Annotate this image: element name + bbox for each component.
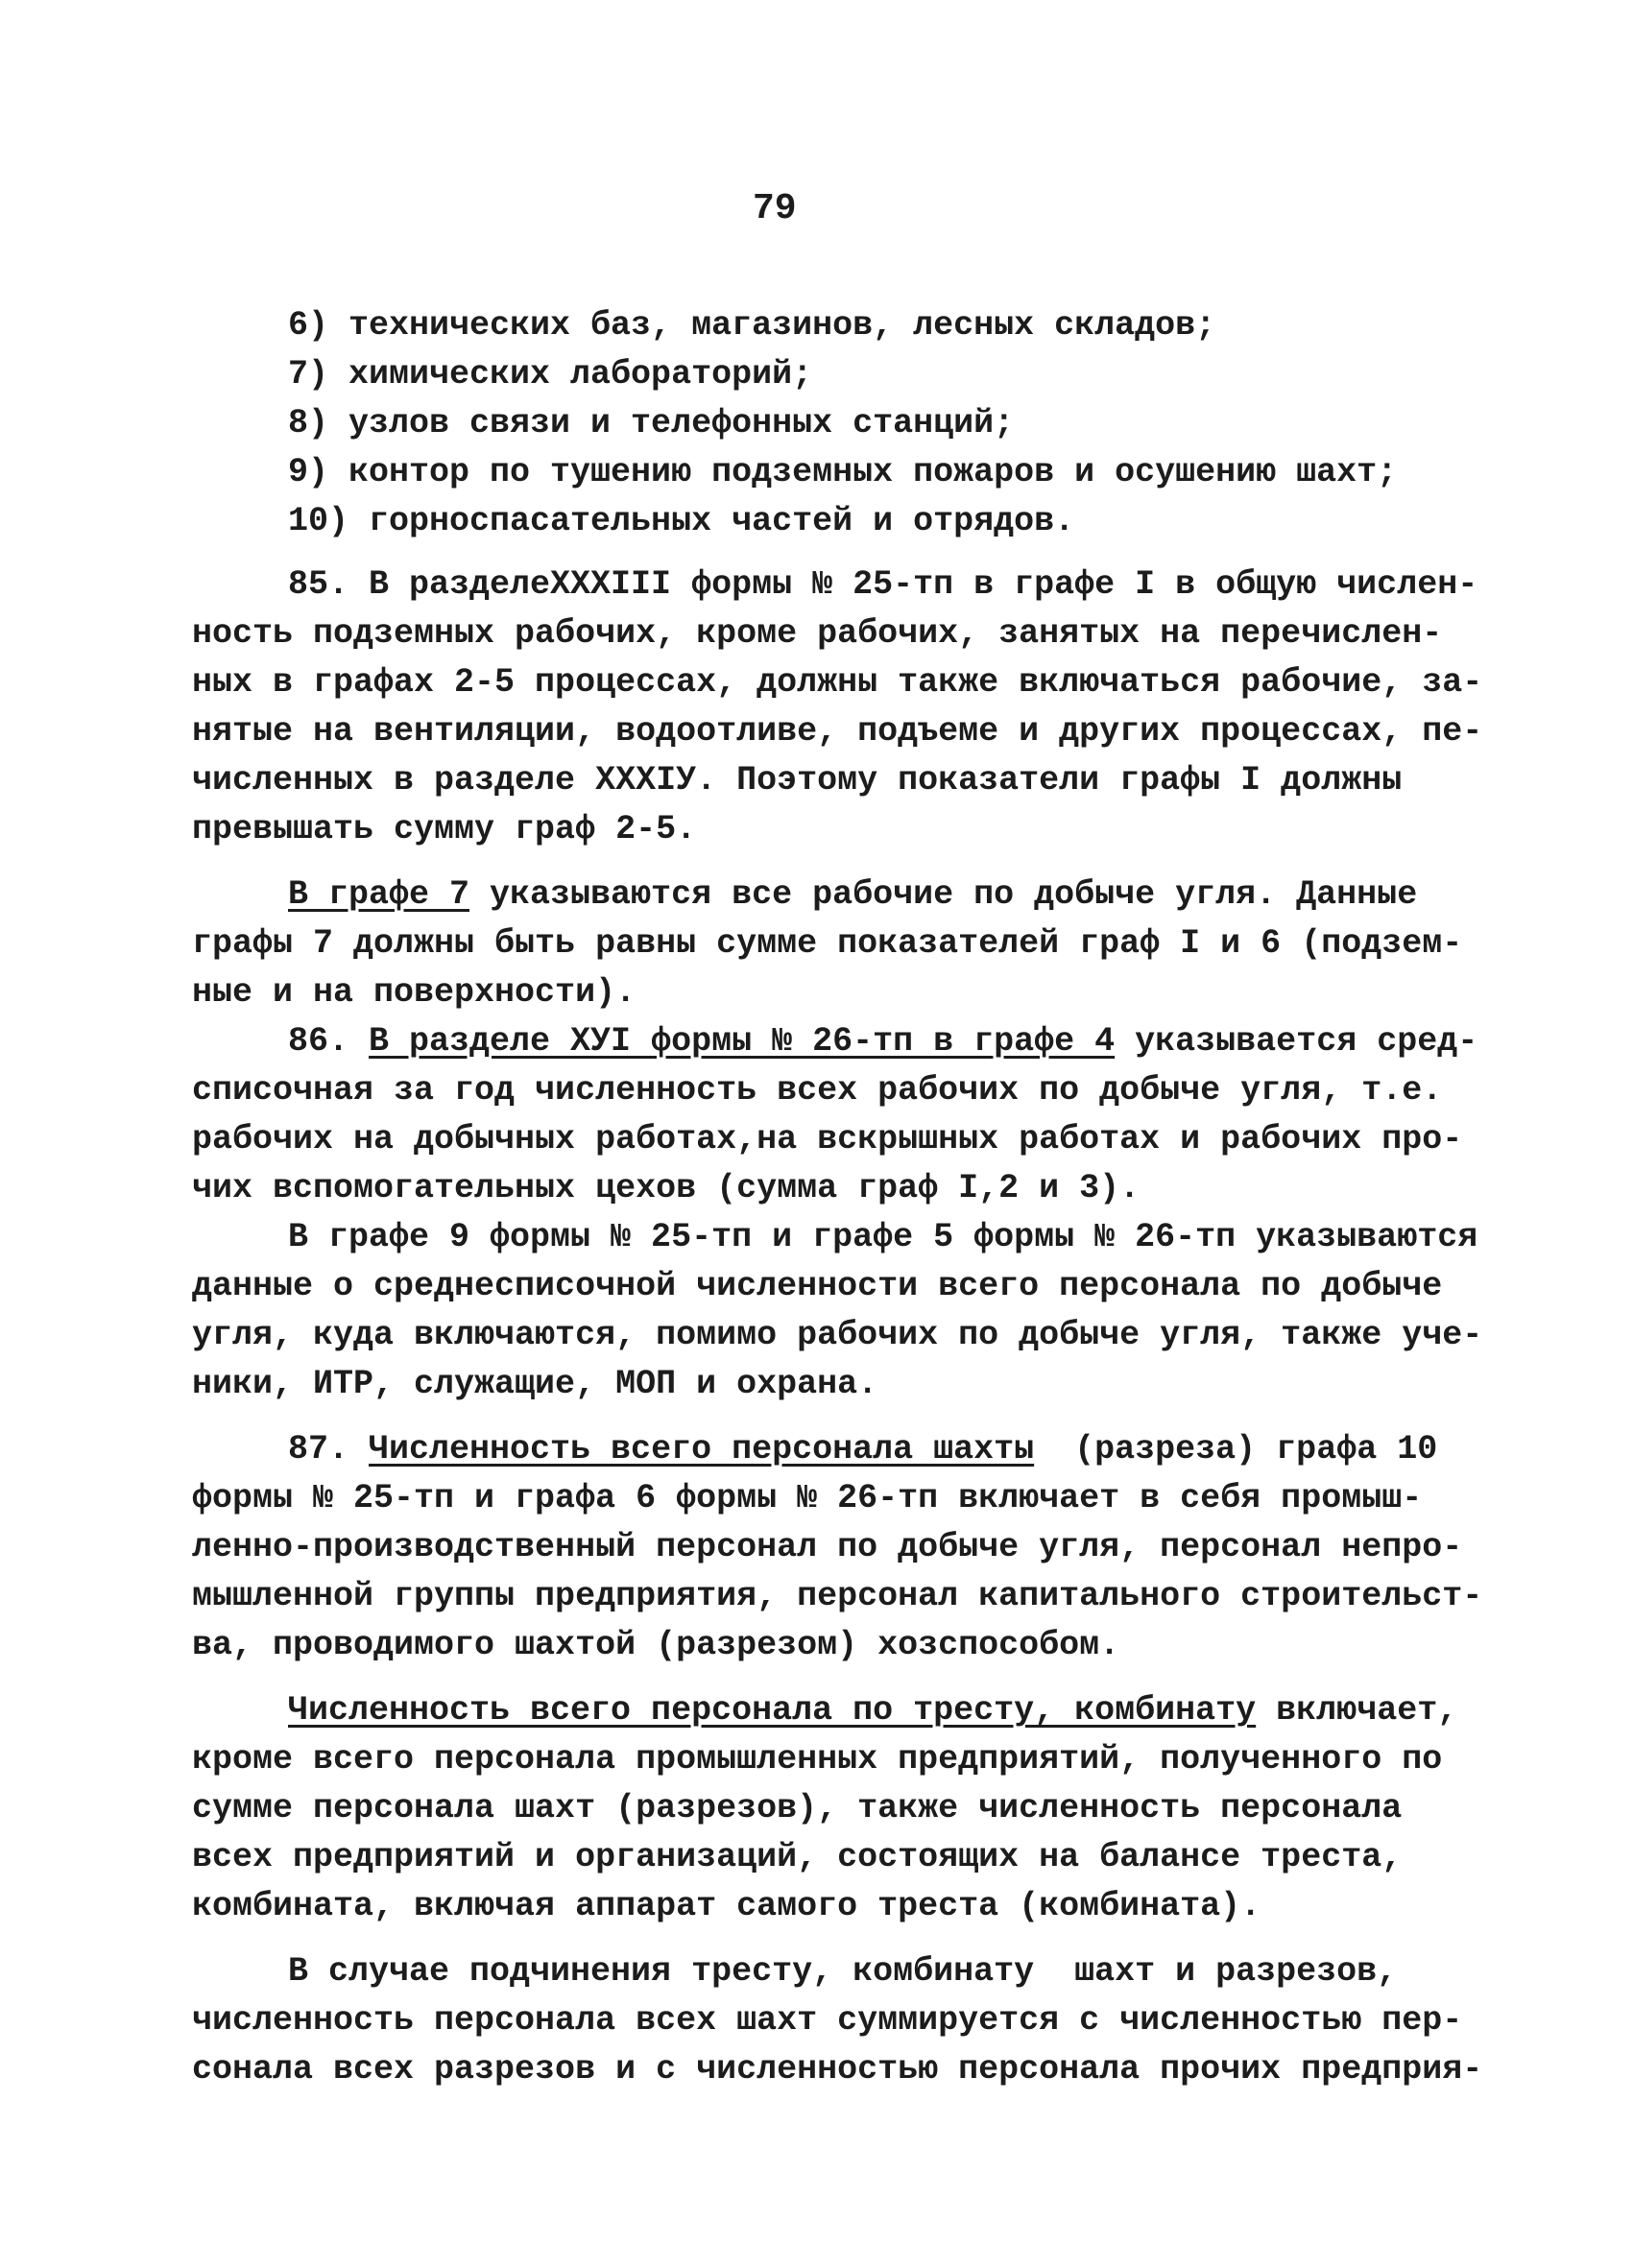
paragraph-87b-line: сумме персонала шахт (разрезов), также численность персонала	[192, 1789, 1403, 1827]
underlined-text: В графе 7	[288, 875, 470, 914]
list-item: 10) горноспасательных частей и отрядов.	[288, 502, 1075, 540]
paragraph-85-line: ность подземных рабочих, кроме рабочих, занятых на перечислен-	[192, 614, 1443, 653]
list-item: 9) контор по тушению подземных пожаров и осушению шахт;	[288, 453, 1398, 491]
underlined-text: Численность всего персонала по тресту, комбинату	[288, 1691, 1257, 1730]
paragraph-86-line: рабочих на добычных работах,на вскрышных работах и рабочих про-	[192, 1120, 1463, 1158]
paragraph-87b-line: всех предприятий и организаций, состоящих на балансе треста,	[192, 1838, 1403, 1876]
paragraph-85b-line: графы 7 должны быть равны сумме показателей граф I и 6 (подзем-	[192, 924, 1463, 963]
list-item: 8) узлов связи и телефонных станций;	[288, 404, 1015, 442]
paragraph-85-line: ных в графах 2-5 процессах, должны также включаться рабочие, за-	[192, 663, 1483, 702]
paragraph-87b-line: кроме всего персонала промышленных предприятий, полученного по	[192, 1740, 1443, 1779]
paragraph-85b-line: В графе 7 указываются все рабочие по добыче угля. Данные	[288, 875, 1418, 914]
paragraph-86b-line: данные о среднесписочной численности всего персонала по добыче	[192, 1267, 1443, 1305]
paragraph-87-line: 87. Численность всего персонала шахты (разреза) графа 10	[288, 1430, 1438, 1468]
paragraph-85-line: превышать сумму граф 2-5.	[192, 810, 697, 848]
list-item: 7) химических лабораторий;	[288, 355, 813, 394]
paragraph-85-line: численных в разделе XXXIУ. Поэтому показатели графы I должны	[192, 761, 1403, 800]
paragraph-86-line: 86. В разделе XУI формы № 26-тп в графе 4 указывается сред-	[288, 1022, 1478, 1061]
paragraph-86b-line: угля, куда включаются, помимо рабочих по добыче угля, также уче-	[192, 1316, 1483, 1354]
paragraph-85b-line: ные и на поверхности).	[192, 973, 636, 1012]
paragraph-87c-line: В случае подчинения тресту, комбинату шахт и разрезов,	[288, 1952, 1398, 1991]
paragraph-87c-line: численность персонала всех шахт суммируется с численностью пер-	[192, 2001, 1463, 2040]
paragraph-86-line: чих вспомогательных цехов (сумма граф I,2 и 3).	[192, 1169, 1141, 1207]
page-number: 79	[753, 188, 797, 229]
paragraph-87-line: ва, проводимого шахтой (разрезом) хозспособом.	[192, 1626, 1120, 1664]
paragraph-87c-line: сонала всех разрезов и с численностью персонала прочих предприя-	[192, 2050, 1483, 2089]
paragraph-87-line: мышленной группы предприятия, персонал капитального строительст-	[192, 1577, 1483, 1615]
list-item: 6) технических баз, магазинов, лесных складов;	[288, 306, 1216, 345]
paragraph-85-line: 85. В разделеXXXIII формы № 25-тп в графе I в общую числен-	[288, 565, 1478, 604]
paragraph-87-line: формы № 25-тп и графа 6 формы № 26-тп включает в себя промыш-	[192, 1479, 1423, 1517]
paragraph-86b-line: В графе 9 формы № 25-тп и графе 5 формы № 26-тп указываются	[288, 1218, 1478, 1256]
paragraph-87-line: ленно-производственный персонал по добыче угля, персонал непро-	[192, 1528, 1463, 1566]
paragraph-86b-line: ники, ИТР, служащие, МОП и охрана.	[192, 1365, 878, 1403]
paragraph-85-line: нятые на вентиляции, водоотливе, подъеме и других процессах, пе-	[192, 712, 1483, 751]
paragraph-87b-line: Численность всего персонала по тресту, комбинату включает,	[288, 1691, 1458, 1730]
underlined-text: Численность всего персонала шахты	[369, 1430, 1035, 1468]
underlined-text: В разделе XУI формы № 26-тп в графе 4	[369, 1022, 1116, 1061]
paragraph-87b-line: комбината, включая аппарат самого треста (комбината).	[192, 1887, 1261, 1925]
paragraph-86-line: списочная за год численность всех рабочих по добыче угля, т.е.	[192, 1071, 1443, 1110]
